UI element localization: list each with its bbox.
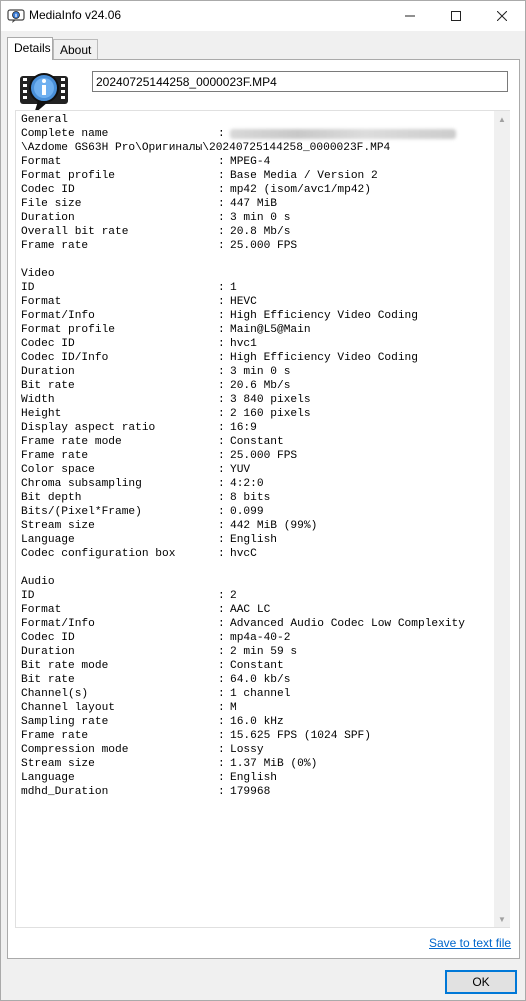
report-row [21, 645, 495, 659]
report-row [21, 505, 495, 519]
report-row [21, 337, 495, 351]
report-row [21, 421, 495, 435]
report-key: Complete name [21, 128, 109, 140]
report-separator: : [218, 128, 225, 140]
report-key: Format [21, 156, 62, 168]
report-value: Lossy [230, 744, 264, 756]
report-key: Bit rate mode [21, 660, 109, 672]
report-key: Format [21, 604, 62, 616]
report-separator: : [218, 506, 225, 518]
report-value: 4:2:0 [230, 478, 264, 490]
minimize-button[interactable] [387, 1, 433, 31]
report-key: Overall bit rate [21, 226, 129, 238]
minimize-icon [405, 11, 415, 21]
report-row [21, 155, 495, 169]
report-separator: : [218, 450, 225, 462]
report-row [21, 351, 495, 365]
report-value: 25.000 FPS [230, 450, 298, 462]
report-key: Duration [21, 212, 75, 224]
report-value: 442 MiB (99%) [230, 520, 318, 532]
report-key: Codec ID [21, 632, 75, 644]
close-button[interactable] [479, 1, 525, 31]
report-row [21, 477, 495, 491]
mediainfo-logo-icon [18, 68, 70, 116]
filename-field[interactable]: 20240725144258_0000023F.MP4 [92, 71, 508, 92]
report-row [21, 617, 495, 631]
report-row [21, 183, 495, 197]
report-separator: : [218, 744, 225, 756]
report-value: High Efficiency Video Coding [230, 310, 418, 322]
report-row [21, 113, 495, 127]
report-row [21, 729, 495, 743]
report-key: Stream size [21, 520, 95, 532]
report-key: Bit rate [21, 380, 75, 392]
report-key: Color space [21, 464, 95, 476]
report-key: ID [21, 282, 35, 294]
report-separator: : [218, 758, 225, 770]
report-row [21, 169, 495, 183]
report-separator: : [218, 464, 225, 476]
report-row [21, 407, 495, 421]
scroll-down-icon[interactable]: ▼ [498, 914, 506, 924]
report-key: Bit rate [21, 674, 75, 686]
report-value: 3 840 pixels [230, 394, 311, 406]
report-row [21, 211, 495, 225]
report-value: 2 [230, 590, 237, 602]
report-key: Audio [21, 576, 55, 588]
report-value: YUV [230, 464, 251, 476]
report-value: 179968 [230, 786, 271, 798]
report-value: 1 [230, 282, 237, 294]
report-separator: : [218, 310, 225, 322]
report-row [21, 463, 495, 477]
report-row [21, 141, 495, 155]
report-row [21, 295, 495, 309]
scrollbar-track[interactable] [495, 128, 509, 908]
report-row [21, 533, 495, 547]
report-key: Codec ID [21, 338, 75, 350]
report-separator: : [218, 352, 225, 364]
report-row [21, 673, 495, 687]
report-separator: : [218, 520, 225, 532]
title-bar[interactable] [1, 1, 525, 31]
report-content [21, 113, 495, 799]
report-separator: : [218, 688, 225, 700]
report-key: Language [21, 534, 75, 546]
report-key: mdhd_Duration [21, 786, 109, 798]
tab-about[interactable]: About [53, 39, 98, 60]
report-key: ID [21, 590, 35, 602]
report-row [21, 435, 495, 449]
report-separator: : [218, 296, 225, 308]
ok-button[interactable]: OK [445, 970, 517, 994]
report-row [21, 687, 495, 701]
report-value: 16.0 kHz [230, 716, 284, 728]
report-value: 3 min 0 s [230, 366, 291, 378]
report-value: 64.0 kb/s [230, 674, 291, 686]
report-row [21, 491, 495, 505]
report-row [21, 225, 495, 239]
report-row [21, 631, 495, 645]
report-key: Width [21, 394, 55, 406]
report-key: Codec configuration box [21, 548, 176, 560]
report-value: English [230, 772, 277, 784]
report-separator: : [218, 478, 225, 490]
report-value: 20.8 Mb/s [230, 226, 291, 238]
report-row [21, 449, 495, 463]
report-key: Sampling rate [21, 716, 109, 728]
report-separator: : [218, 436, 225, 448]
report-value: Constant [230, 436, 284, 448]
report-row [21, 785, 495, 799]
maximize-icon [451, 11, 461, 21]
report-separator: : [218, 212, 225, 224]
report-separator: : [218, 282, 225, 294]
report-key: General [21, 114, 68, 126]
report-separator: : [218, 422, 225, 434]
report-key: Bit depth [21, 492, 82, 504]
report-separator: : [218, 590, 225, 602]
report-row [21, 253, 495, 267]
report-value: MPEG-4 [230, 156, 271, 168]
report-row [21, 575, 495, 589]
vertical-scrollbar[interactable] [494, 111, 510, 927]
report-key: Codec ID [21, 184, 75, 196]
report-row [21, 309, 495, 323]
report-separator: : [218, 240, 225, 252]
report-separator: : [218, 660, 225, 672]
report-separator: : [218, 226, 225, 238]
report-row [21, 547, 495, 561]
report-row [21, 127, 495, 141]
report-key: Video [21, 268, 55, 280]
report-separator: : [218, 156, 225, 168]
maximize-button[interactable] [433, 1, 479, 31]
report-row [21, 701, 495, 715]
report-key: Format [21, 296, 62, 308]
report-separator: : [218, 170, 225, 182]
report-separator: : [218, 366, 225, 378]
report-separator: : [218, 618, 225, 630]
report-row [21, 757, 495, 771]
report-row [21, 379, 495, 393]
report-key: Display aspect ratio [21, 422, 156, 434]
scroll-up-icon[interactable]: ▲ [498, 114, 506, 124]
report-separator: : [218, 548, 225, 560]
report-value: Constant [230, 660, 284, 672]
report-value: 1 channel [230, 688, 291, 700]
report-key: Height [21, 408, 62, 420]
report-separator: : [218, 702, 225, 714]
report-value: 447 MiB [230, 198, 277, 210]
report-key: Format/Info [21, 310, 95, 322]
report-row [21, 323, 495, 337]
report-value: HEVC [230, 296, 257, 308]
report-row [21, 743, 495, 757]
report-separator: : [218, 198, 225, 210]
report-value: English [230, 534, 277, 546]
report-value: hvcC [230, 548, 257, 560]
report-separator: : [218, 380, 225, 392]
report-key: Frame rate [21, 240, 89, 252]
report-separator: : [218, 674, 225, 686]
report-separator: : [218, 184, 225, 196]
report-row [21, 365, 495, 379]
report-row [21, 715, 495, 729]
report-value: 0.099 [230, 506, 264, 518]
close-icon [497, 11, 507, 21]
report-value: Main@L5@Main [230, 324, 311, 336]
details-panel [7, 59, 520, 959]
report-separator: : [218, 730, 225, 742]
report-text-area[interactable] [15, 110, 510, 928]
report-value: AAC LC [230, 604, 271, 616]
report-key: Duration [21, 366, 75, 378]
report-row [21, 239, 495, 253]
report-row [21, 659, 495, 673]
window-title: MediaInfo v24.06 [29, 8, 122, 22]
report-value: High Efficiency Video Coding [230, 352, 418, 364]
report-separator: : [218, 604, 225, 616]
report-key: File size [21, 198, 82, 210]
report-row [21, 519, 495, 533]
report-value: 2 min 59 s [230, 646, 298, 658]
report-separator: : [218, 408, 225, 420]
report-row [21, 267, 495, 281]
report-separator: : [218, 716, 225, 728]
report-key: Frame rate [21, 450, 89, 462]
report-value: 25.000 FPS [230, 240, 298, 252]
report-separator: : [218, 646, 225, 658]
report-value: 8 bits [230, 492, 271, 504]
report-value: 15.625 FPS (1024 SPF) [230, 730, 371, 742]
report-key: Duration [21, 646, 75, 658]
report-key: Bits/(Pixel*Frame) [21, 506, 142, 518]
report-value: mp42 (isom/avc1/mp42) [230, 184, 371, 196]
report-value: Base Media / Version 2 [230, 170, 378, 182]
tab-details[interactable]: Details [7, 37, 53, 60]
report-row [21, 589, 495, 603]
report-row [21, 393, 495, 407]
report-row [21, 771, 495, 785]
report-value: 1.37 MiB (0%) [230, 758, 318, 770]
report-value: 16:9 [230, 422, 257, 434]
report-key: Format profile [21, 170, 115, 182]
report-row [21, 561, 495, 575]
report-separator: : [218, 534, 225, 546]
report-key: Chroma subsampling [21, 478, 142, 490]
report-separator: : [218, 394, 225, 406]
report-value: hvc1 [230, 338, 257, 350]
report-separator: : [218, 772, 225, 784]
report-key: \Azdome GS63H Pro\Оригиналы\20240725144258_0000023F.MP4 [21, 142, 391, 154]
report-value: M [230, 702, 237, 714]
mediainfo-app-icon [7, 7, 25, 25]
report-key: Compression mode [21, 744, 129, 756]
report-value: mp4a-40-2 [230, 632, 291, 644]
report-separator: : [218, 632, 225, 644]
report-row [21, 281, 495, 295]
report-separator: : [218, 324, 225, 336]
report-row [21, 197, 495, 211]
report-key: Language [21, 772, 75, 784]
report-separator: : [218, 338, 225, 350]
report-value: 20.6 Mb/s [230, 380, 291, 392]
save-to-text-file-link[interactable]: Save to text file [429, 936, 512, 950]
report-key: Channel(s) [21, 688, 89, 700]
report-key: Codec ID/Info [21, 352, 109, 364]
report-key: Channel layout [21, 702, 115, 714]
report-row [21, 603, 495, 617]
report-value: Advanced Audio Codec Low Complexity [230, 618, 465, 630]
report-separator: : [218, 786, 225, 798]
report-key: Format profile [21, 324, 115, 336]
report-value: 3 min 0 s [230, 212, 291, 224]
report-key: Format/Info [21, 618, 95, 630]
report-value: 2 160 pixels [230, 408, 311, 420]
report-separator: : [218, 492, 225, 504]
redacted-path [230, 129, 456, 139]
report-key: Frame rate [21, 730, 89, 742]
report-key: Frame rate mode [21, 436, 122, 448]
report-key: Stream size [21, 758, 95, 770]
